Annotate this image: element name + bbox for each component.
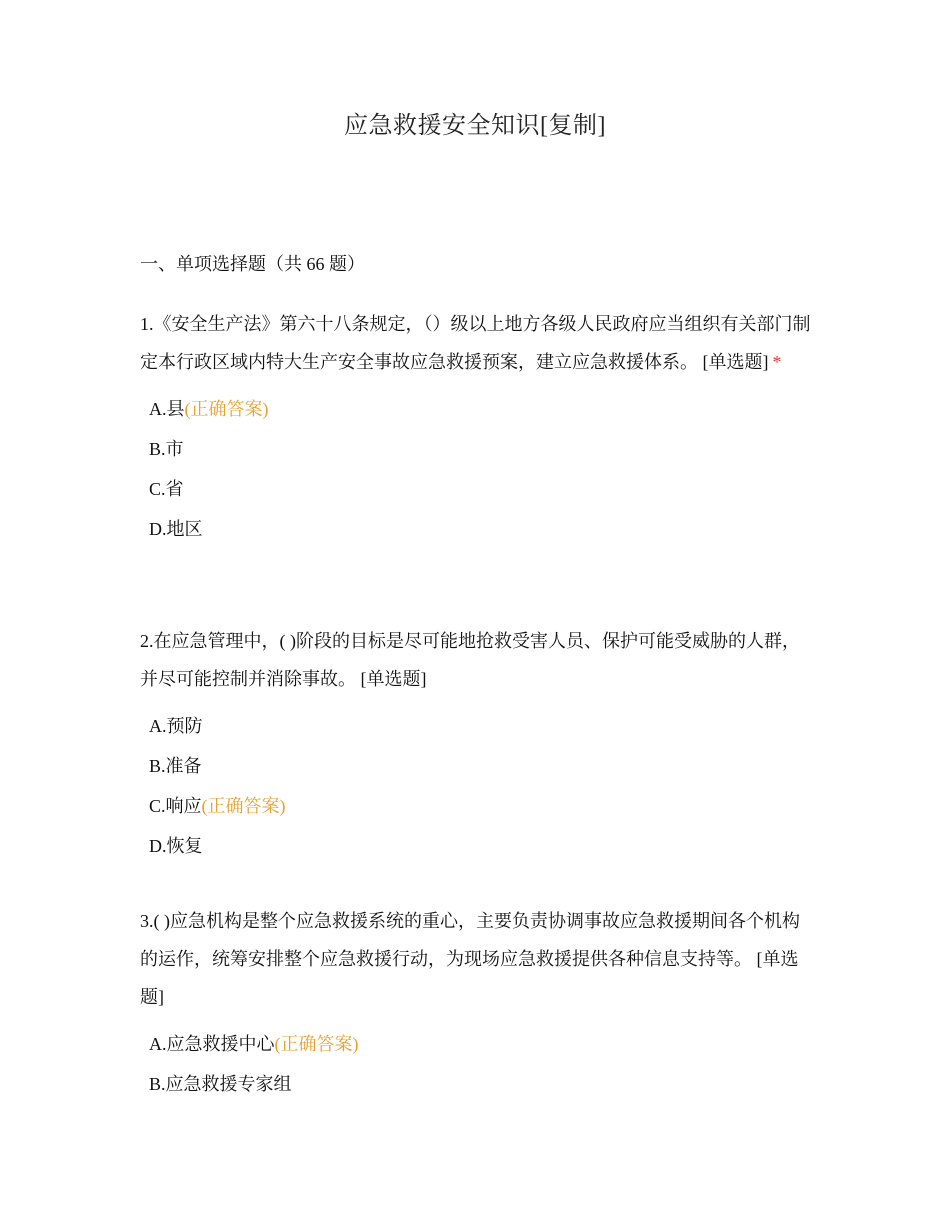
option-a xyxy=(149,389,812,429)
question-stem xyxy=(140,305,812,381)
option-text: C.省 xyxy=(149,479,184,499)
question-stem xyxy=(140,902,812,1016)
option-list xyxy=(140,706,812,866)
section-heading: 一、单项选择题（共 66 题） xyxy=(140,254,365,274)
option-c xyxy=(149,469,812,509)
option-list xyxy=(140,389,812,549)
question-2 xyxy=(140,622,812,866)
option-text: B.市 xyxy=(149,439,184,459)
correct-answer-tag: (正确答案) xyxy=(201,796,286,816)
option-d xyxy=(149,826,812,866)
option-b xyxy=(149,1064,812,1104)
question-stem-text: 1.《安全生产法》第六十八条规定，（）级以上地方各级人民政府应当组织有关部门制定本行政区域内特大生产安全事故应急救援预案，建立应急救援体系。 [单选题] xyxy=(140,314,811,372)
option-text: D.地区 xyxy=(149,519,203,539)
option-a xyxy=(149,1024,812,1064)
option-text: A.县 xyxy=(149,399,185,419)
option-b xyxy=(149,429,812,469)
option-text: D.恢复 xyxy=(149,836,203,856)
option-d xyxy=(149,509,812,549)
option-text: A.应急救援中心 xyxy=(149,1034,275,1054)
question-3 xyxy=(140,902,812,1104)
question-1 xyxy=(140,305,812,549)
option-a xyxy=(149,706,812,746)
question-stem xyxy=(140,622,812,698)
option-list xyxy=(140,1024,812,1104)
option-b xyxy=(149,746,812,786)
document-title: 应急救援安全知识[复制] xyxy=(344,113,606,139)
option-c xyxy=(149,786,812,826)
question-stem-text: 3.( )应急机构是整个应急救援系统的重心，主要负责协调事故应急救援期间各个机构的运作，统筹安排整个应急救援行动，为现场应急救援提供各种信息支持等。 [单选题] xyxy=(140,911,800,1007)
question-stem-text: 2.在应急管理中，( )阶段的目标是尽可能地抢救受害人员、保护可能受威胁的人群，并尽可能控制并消除事故。 [单选题] xyxy=(140,631,800,689)
correct-answer-tag: (正确答案) xyxy=(274,1034,359,1054)
option-text: B.准备 xyxy=(149,756,202,776)
required-mark: * xyxy=(772,352,782,372)
option-text: A.预防 xyxy=(149,716,203,736)
correct-answer-tag: (正确答案) xyxy=(184,399,269,419)
option-text: B.应急救援专家组 xyxy=(149,1074,292,1094)
option-text: C.响应 xyxy=(149,796,202,816)
